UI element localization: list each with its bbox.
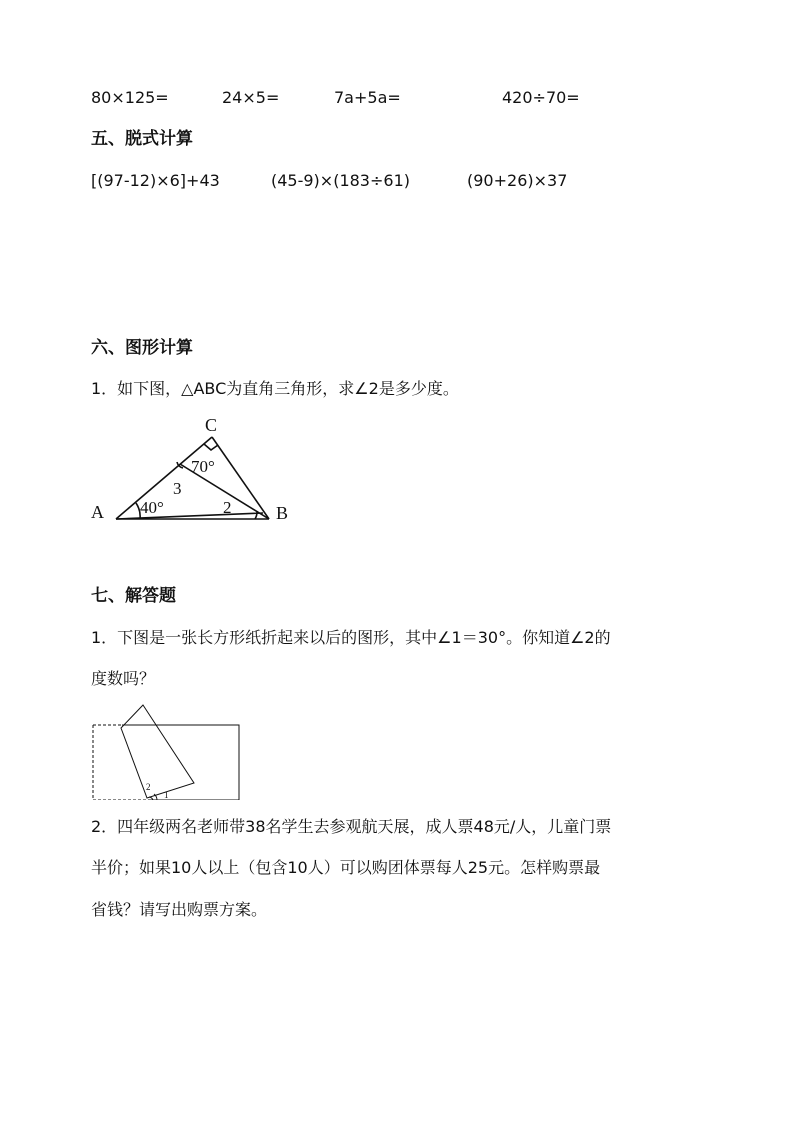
angle-40: 40°	[140, 498, 164, 517]
calc-item: 420÷70=	[502, 88, 580, 107]
folded-paper-figure	[88, 704, 248, 800]
calc-item: 7a+5a=	[334, 88, 401, 107]
calc-item: 80×125=	[91, 88, 169, 107]
label-c: C	[205, 415, 218, 435]
fold-label-1: 1	[164, 790, 169, 800]
calc-item: (45-9)×(183÷61)	[271, 171, 410, 190]
section-heading: 五、脱式计算	[91, 129, 193, 149]
label-a: A	[91, 502, 104, 522]
angle-3: 3	[173, 479, 182, 498]
question-text: 1．如下图，△ABC为直角三角形，求∠2是多少度。	[91, 379, 459, 398]
label-b: B	[276, 503, 289, 523]
section-heading: 六、图形计算	[91, 338, 193, 358]
fold-label-2: 2	[146, 782, 151, 792]
calc-item: (90+26)×37	[467, 171, 568, 190]
angle-2: 2	[223, 498, 232, 517]
question-text: 2．四年级两名老师带38名学生去参观航天展，成人票48元/人，儿童门票	[91, 817, 612, 836]
question-text: 1．下图是一张长方形纸折起来以后的图形，其中∠1＝30°。你知道∠2的	[91, 628, 611, 647]
calc-item: [(97-12)×6]+43	[91, 171, 220, 190]
question-text: 省钱？请写出购票方案。	[91, 900, 268, 919]
question-text: 半价；如果10人以上（包含10人）可以购团体票每人25元。怎样购票最	[91, 858, 601, 877]
calc-item: 24×5=	[222, 88, 280, 107]
triangle-figure	[85, 412, 315, 532]
question-text: 度数吗？	[91, 669, 156, 688]
angle-70: 70°	[191, 457, 215, 476]
section-heading: 七、解答题	[91, 586, 176, 606]
